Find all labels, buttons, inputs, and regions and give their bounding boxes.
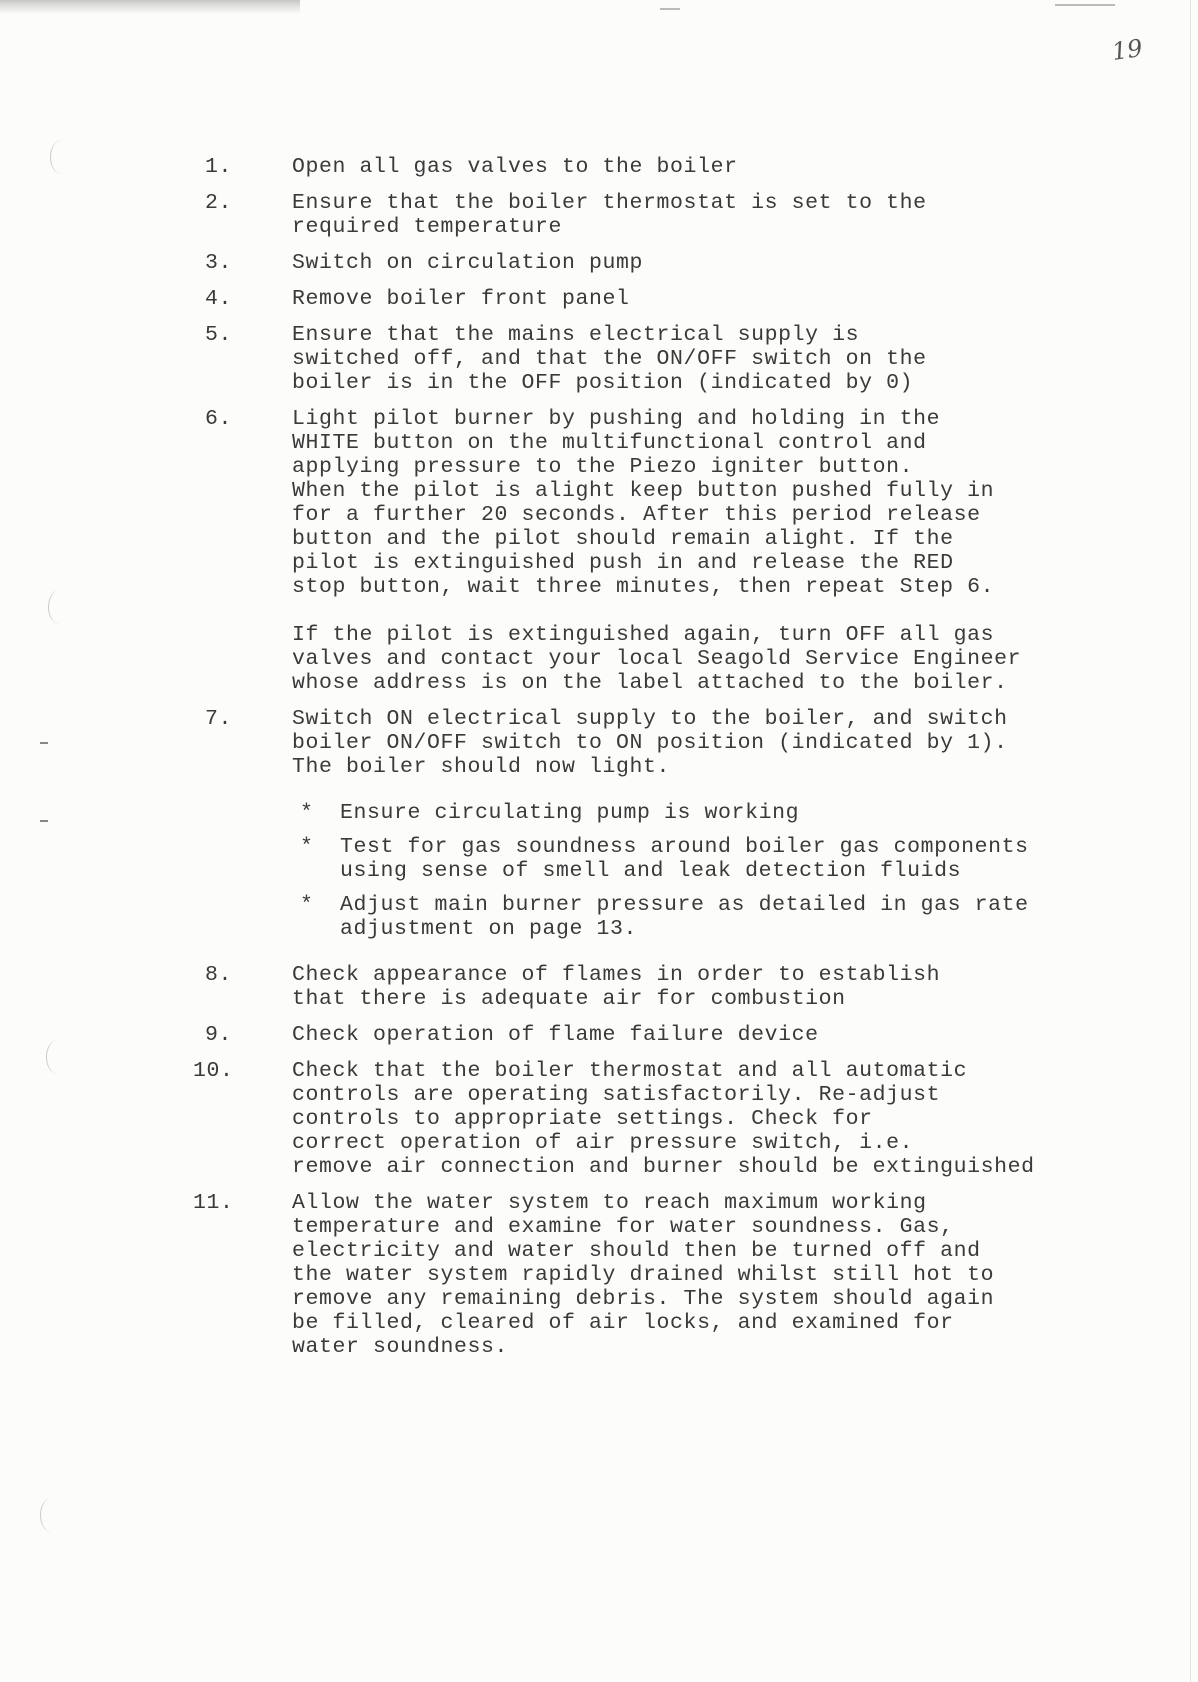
step-text: Switch on circulation pump [292,251,644,275]
step-body [292,155,1105,179]
step-number: 8. [205,963,233,987]
page-edge [1190,0,1191,1682]
punch-hole-mark [46,1040,69,1074]
bullet-list [292,801,1105,941]
step-number: 7. [205,707,233,731]
step-text: Switch ON electrical supply to the boiler, and switch boiler ON/OFF switch to ON position (indicated by 1). The boiler should now light. [292,707,1008,779]
step-text: Ensure that the mains electrical supply is switched off, and that the ON/OFF switch on the boiler is in the OFF position (indicated by 0) [292,323,927,395]
punch-hole-mark [50,140,73,174]
step-text: Check that the boiler thermostat and all automatic controls are operating satisfactorily. Re-adjust controls to appropriate settings. Check for correct operation of air pressure switch, i.e. remove air connection and burner should be extinguished [292,1059,1035,1179]
bullet-item [292,801,1105,825]
bullet-item [292,835,1105,883]
step-number: 10. [193,1059,234,1083]
step-number: 6. [205,407,233,431]
step-item [205,1023,1105,1047]
step-item [193,1191,1105,1359]
bullet-text: Adjust main burner pressure as detailed in gas rate adjustment on page 13. [340,893,1029,941]
bullet-text: Ensure circulating pump is working [340,801,800,825]
margin-mark [40,742,48,744]
bullet-symbol: * [300,801,314,825]
step-item [205,963,1105,1011]
step-number: 3. [205,251,233,275]
step-body [292,323,1105,395]
scan-artifact [660,8,680,10]
punch-hole-mark [40,1498,63,1532]
step-body [292,707,1105,951]
step-number: 11. [193,1191,234,1215]
bullet-symbol: * [300,835,314,859]
step-note: If the pilot is extinguished again, turn OFF all gas valves and contact your local Seagold Service Engineer whose address is on the label attached to the boiler. [292,623,1022,695]
step-number: 1. [205,155,233,179]
step-item [193,1059,1105,1179]
step-item [205,155,1105,179]
step-body [292,1023,1105,1047]
instruction-list [193,155,1105,1371]
step-item [205,251,1105,275]
step-item [205,287,1105,311]
step-body [292,191,1105,239]
bullet-item [292,893,1105,941]
step-number: 5. [205,323,233,347]
step-text: Ensure that the boiler thermostat is set to the required temperature [292,191,927,239]
step-text: Open all gas valves to the boiler [292,155,738,179]
punch-hole-mark [48,590,71,624]
margin-mark [40,820,48,822]
step-text: Light pilot burner by pushing and holding in the WHITE button on the multifunctional control and applying pressure to the Piezo igniter button. When the pilot is alight keep button pushed fully in for a further 20 seconds. After this period release button and the pilot should remain alight. If the pilot is extinguished push in and release the RED stop button, wait three minutes, then repeat Step 6. [292,407,995,599]
scan-artifact [1055,4,1115,6]
step-number: 2. [205,191,233,215]
step-number: 4. [205,287,233,311]
page-number: 19 [1110,34,1145,66]
bullet-text: Test for gas soundness around boiler gas components using sense of smell and leak detection fluids [340,835,1029,883]
step-number: 9. [205,1023,233,1047]
step-item [205,323,1105,395]
step-body [292,251,1105,275]
step-body [292,1191,1105,1359]
step-body [292,963,1105,1011]
step-body [292,1059,1105,1179]
step-text: Check appearance of flames in order to establish that there is adequate air for combustion [292,963,941,1011]
step-text: Remove boiler front panel [292,287,630,311]
scan-artifact [0,0,300,14]
step-text: Allow the water system to reach maximum working temperature and examine for water soundness. Gas, electricity and water should then be turned off and the water system rapidly drained whilst still hot to remove any remaining debris. The system should again be filled, cleared of air locks, and examined for water soundness. [292,1191,995,1359]
step-item [205,407,1105,695]
step-body [292,287,1105,311]
step-text: Check operation of flame failure device [292,1023,819,1047]
step-item [205,707,1105,951]
bullet-symbol: * [300,893,314,917]
step-body [292,407,1105,695]
step-item [205,191,1105,239]
